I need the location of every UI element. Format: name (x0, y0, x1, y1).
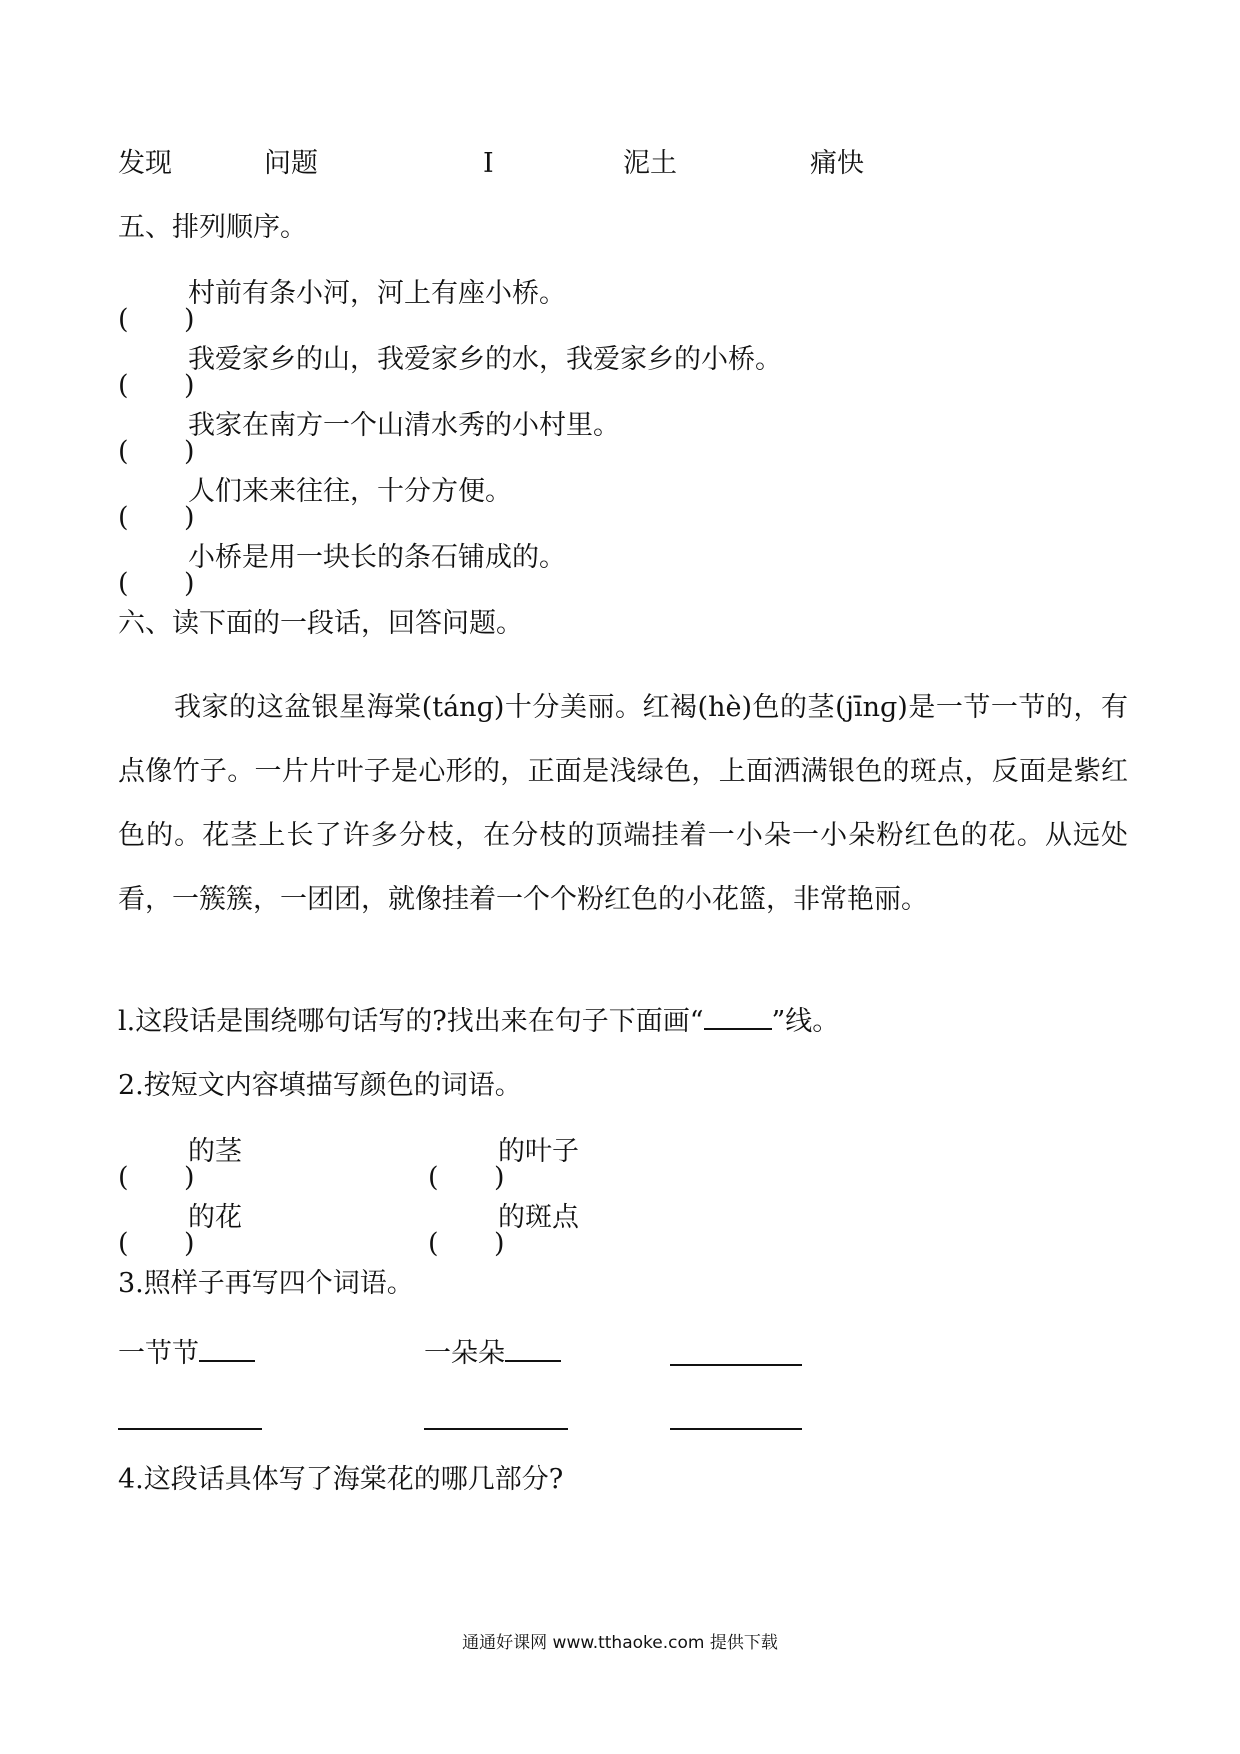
order-item-text: 村前有条小河，河上有座小桥。 (188, 278, 566, 309)
q2-item: ( ) 的叶子 (428, 1136, 579, 1193)
answer-blank[interactable] (505, 1334, 561, 1362)
order-item: ( ) 我家在南方一个山清水秀的小村里。 (118, 410, 620, 467)
answer-blank[interactable] (670, 1426, 802, 1430)
word-item: 问题 (264, 148, 318, 179)
answer-blank[interactable] (199, 1334, 255, 1362)
word-item: 泥土 (623, 148, 677, 179)
order-item: ( ) 村前有条小河，河上有座小桥。 (118, 278, 566, 335)
order-item-text: 人们来来往往，十分方便。 (188, 476, 512, 507)
section6-title: 六、读下面的一段话，回答问题。 (118, 608, 523, 639)
question-4: 4.这段话具体写了海棠花的哪几部分? (118, 1464, 564, 1495)
order-item: ( ) 人们来来往往，十分方便。 (118, 476, 512, 533)
order-item: ( ) 我爱家乡的山，我爱家乡的水，我爱家乡的小桥。 (118, 344, 782, 401)
answer-blank[interactable] (118, 1426, 262, 1430)
section5-title: 五、排列顺序。 (118, 212, 307, 243)
order-item-text: 小桥是用一块长的条石铺成的。 (188, 542, 566, 573)
q2-row (118, 1200, 1118, 1259)
order-item-text: 我家在南方一个山清水秀的小村里。 (188, 410, 620, 441)
page-footer: 通通好课网 www.tthaoke.com 提供下载 (462, 1633, 778, 1653)
word-item: I (483, 148, 494, 179)
q2-item: ( ) 的斑点 (428, 1202, 579, 1259)
question-2: 2.按短文内容填描写颜色的词语。 (118, 1070, 522, 1101)
question-3: 3.照样子再写四个词语。 (118, 1268, 414, 1299)
word-item: 发现 (118, 148, 172, 179)
order-item: ( ) 小桥是用一块长的条石铺成的。 (118, 542, 566, 599)
q2-item: ( ) 的花 (118, 1202, 242, 1259)
reading-passage: 我家的这盆银星海棠(tánɡ)十分美丽。红褐(hè)色的茎(jīnɡ)是一节一节的，有点像竹子。一片片叶子是心形的，正面是浅绿色，上面洒满银色的斑点，反面是紫红色的。花茎上长了许多分枝，在分枝的顶端挂着一小朵一小朵粉红色的花。从远处看，一簇簇，一团团，就像挂着一个个粉红色的小花篮，非常艳丽。 (118, 692, 1128, 915)
word-item: 痛快 (810, 148, 864, 179)
words-row (118, 146, 1118, 182)
answer-blank[interactable] (424, 1426, 568, 1430)
q2-item: ( ) 的茎 (118, 1136, 242, 1193)
q2-row (118, 1134, 1118, 1193)
q3-example: 一朵朵 (424, 1334, 561, 1372)
question-1: l.这段话是围绕哪句话写的?找出来在句子下面画“ ”线。 (118, 1002, 839, 1040)
order-item-text: 我爱家乡的山，我爱家乡的水，我爱家乡的小桥。 (188, 344, 782, 375)
q3-row (118, 1334, 1118, 1370)
q3-example: 一节节 (118, 1334, 255, 1372)
underline-sample (704, 1002, 772, 1030)
answer-blank[interactable] (670, 1362, 802, 1366)
